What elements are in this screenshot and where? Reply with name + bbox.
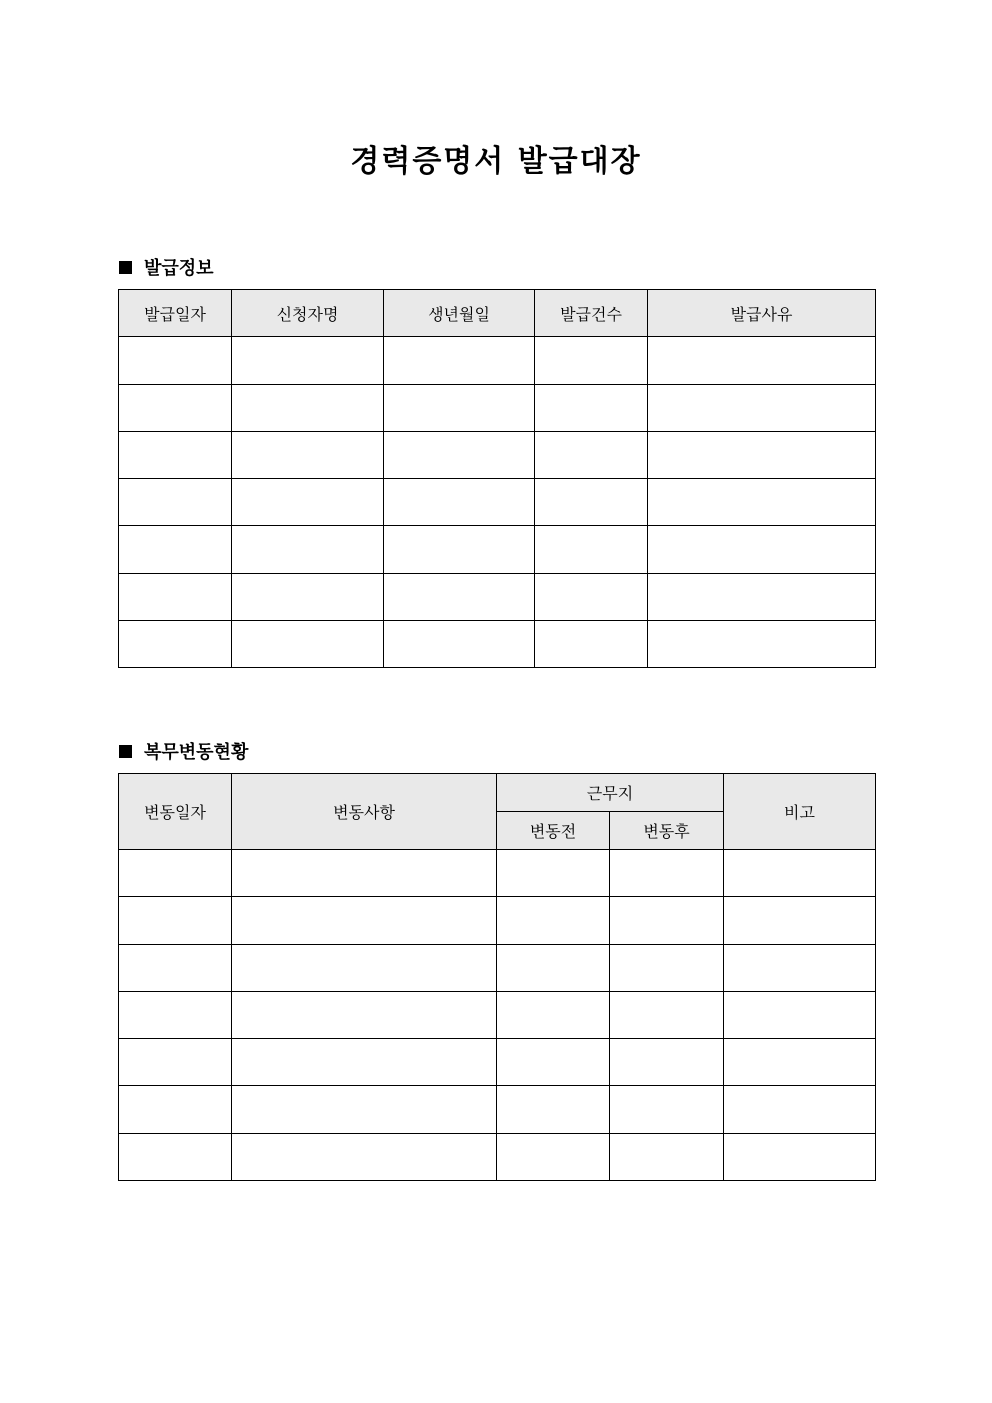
- birth-date-cell[interactable]: [384, 431, 535, 478]
- header-remarks: 비고: [724, 774, 876, 850]
- remarks-cell[interactable]: [724, 897, 876, 944]
- issue-count-cell[interactable]: [535, 573, 648, 620]
- issue-date-cell[interactable]: [119, 573, 232, 620]
- header-issue-date: 발급일자: [119, 290, 232, 337]
- before-change-cell[interactable]: [497, 1086, 610, 1133]
- issue-reason-cell[interactable]: [648, 621, 876, 668]
- square-bullet-icon: [119, 745, 132, 758]
- issue-count-cell[interactable]: [535, 621, 648, 668]
- change-date-cell[interactable]: [119, 1086, 232, 1133]
- remarks-cell[interactable]: [724, 991, 876, 1038]
- service-header-row-1: [119, 774, 876, 812]
- issue-count-cell[interactable]: [535, 431, 648, 478]
- change-details-cell[interactable]: [232, 1133, 497, 1180]
- issue-date-cell[interactable]: [119, 384, 232, 431]
- issue-date-cell[interactable]: [119, 621, 232, 668]
- header-workplace: 근무지: [497, 774, 724, 812]
- change-details-cell[interactable]: [232, 850, 497, 897]
- issue-date-cell[interactable]: [119, 431, 232, 478]
- issuance-header-row: [119, 290, 876, 337]
- birth-date-cell[interactable]: [384, 337, 535, 384]
- table-row: [119, 526, 876, 573]
- before-change-cell[interactable]: [497, 1133, 610, 1180]
- table-row: [119, 431, 876, 478]
- remarks-cell[interactable]: [724, 1133, 876, 1180]
- header-applicant-name: 신청자명: [232, 290, 384, 337]
- issue-reason-cell[interactable]: [648, 431, 876, 478]
- change-details-cell[interactable]: [232, 991, 497, 1038]
- change-date-cell[interactable]: [119, 944, 232, 991]
- table-row: [119, 1039, 876, 1086]
- change-details-cell[interactable]: [232, 1039, 497, 1086]
- applicant-name-cell[interactable]: [232, 621, 384, 668]
- applicant-name-cell[interactable]: [232, 526, 384, 573]
- applicant-name-cell[interactable]: [232, 573, 384, 620]
- header-issue-reason: 발급사유: [648, 290, 876, 337]
- header-change-date: 변동일자: [119, 774, 232, 850]
- issue-date-cell[interactable]: [119, 479, 232, 526]
- change-date-cell[interactable]: [119, 850, 232, 897]
- issue-reason-cell[interactable]: [648, 479, 876, 526]
- table-row: [119, 384, 876, 431]
- change-date-cell[interactable]: [119, 1039, 232, 1086]
- table-row: [119, 479, 876, 526]
- before-change-cell[interactable]: [497, 897, 610, 944]
- birth-date-cell[interactable]: [384, 384, 535, 431]
- change-details-cell[interactable]: [232, 897, 497, 944]
- before-change-cell[interactable]: [497, 944, 610, 991]
- remarks-cell[interactable]: [724, 944, 876, 991]
- applicant-name-cell[interactable]: [232, 479, 384, 526]
- applicant-name-cell[interactable]: [232, 384, 384, 431]
- issue-date-cell[interactable]: [119, 526, 232, 573]
- after-change-cell[interactable]: [610, 991, 724, 1038]
- table-row: [119, 897, 876, 944]
- before-change-cell[interactable]: [497, 1039, 610, 1086]
- change-details-cell[interactable]: [232, 1086, 497, 1133]
- issue-count-cell[interactable]: [535, 337, 648, 384]
- header-after-change: 변동후: [610, 812, 724, 850]
- table-row: [119, 944, 876, 991]
- issue-reason-cell[interactable]: [648, 337, 876, 384]
- before-change-cell[interactable]: [497, 991, 610, 1038]
- table-row: [119, 573, 876, 620]
- table-row: [119, 991, 876, 1038]
- service-changes-table: [118, 773, 876, 1181]
- remarks-cell[interactable]: [724, 850, 876, 897]
- table-row: [119, 337, 876, 384]
- table-row: [119, 1086, 876, 1133]
- remarks-cell[interactable]: [724, 1039, 876, 1086]
- header-change-details: 변동사항: [232, 774, 497, 850]
- change-date-cell[interactable]: [119, 1133, 232, 1180]
- birth-date-cell[interactable]: [384, 573, 535, 620]
- applicant-name-cell[interactable]: [232, 431, 384, 478]
- issue-reason-cell[interactable]: [648, 384, 876, 431]
- square-bullet-icon: [119, 261, 132, 274]
- change-date-cell[interactable]: [119, 897, 232, 944]
- birth-date-cell[interactable]: [384, 479, 535, 526]
- issuance-table-body: [119, 337, 876, 668]
- after-change-cell[interactable]: [610, 1039, 724, 1086]
- section-title-service-changes: 복무변동현황: [144, 742, 249, 763]
- document-title: 경력증명서 발급대장: [350, 144, 642, 179]
- table-row: [119, 621, 876, 668]
- service-changes-table-body: [119, 850, 876, 1181]
- issue-reason-cell[interactable]: [648, 573, 876, 620]
- issue-count-cell[interactable]: [535, 384, 648, 431]
- after-change-cell[interactable]: [610, 944, 724, 991]
- header-before-change: 변동전: [497, 812, 610, 850]
- issue-reason-cell[interactable]: [648, 526, 876, 573]
- table-row: [119, 1133, 876, 1180]
- issue-date-cell[interactable]: [119, 337, 232, 384]
- before-change-cell[interactable]: [497, 850, 610, 897]
- after-change-cell[interactable]: [610, 1086, 724, 1133]
- change-date-cell[interactable]: [119, 991, 232, 1038]
- section-header-service-changes: [119, 738, 248, 764]
- table-row: [119, 850, 876, 897]
- issue-count-cell[interactable]: [535, 479, 648, 526]
- section-title-issuance: 발급정보: [144, 258, 214, 279]
- header-birth-date: 생년월일: [384, 290, 535, 337]
- remarks-cell[interactable]: [724, 1086, 876, 1133]
- header-issue-count: 발급건수: [535, 290, 648, 337]
- after-change-cell[interactable]: [610, 850, 724, 897]
- after-change-cell[interactable]: [610, 897, 724, 944]
- applicant-name-cell[interactable]: [232, 337, 384, 384]
- change-details-cell[interactable]: [232, 944, 497, 991]
- issue-count-cell[interactable]: [535, 526, 648, 573]
- section-header-issuance: [119, 254, 214, 280]
- after-change-cell[interactable]: [610, 1133, 724, 1180]
- birth-date-cell[interactable]: [384, 526, 535, 573]
- birth-date-cell[interactable]: [384, 621, 535, 668]
- issuance-table: [118, 289, 876, 668]
